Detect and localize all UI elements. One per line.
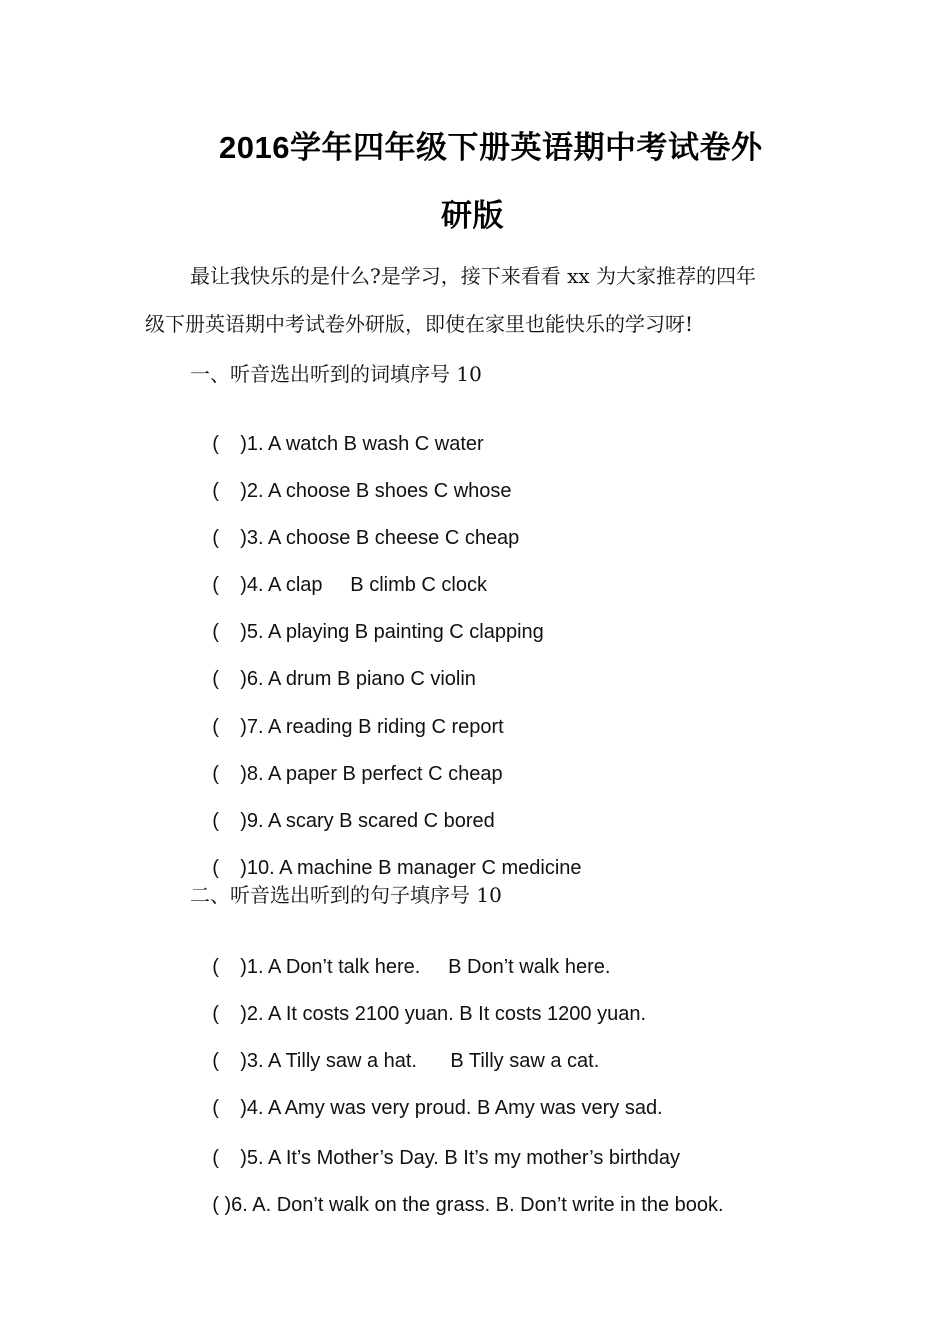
intro-paragraph-line2: 级下册英语期中考试卷外研版，即使在家里也能快乐的学习呀! xyxy=(145,312,694,336)
question-text: )9. A scary B scared C bored xyxy=(240,810,495,832)
answer-paren: ( xyxy=(212,574,219,596)
section1-item-8 xyxy=(190,735,503,785)
question-text: )1. A Don’t talk here. B Don’t walk here. xyxy=(240,956,611,978)
answer-paren: ( xyxy=(212,716,219,738)
section1-item-6 xyxy=(190,640,476,690)
section1-item-3 xyxy=(190,499,520,549)
answer-paren: ( xyxy=(212,810,219,832)
intro-paragraph-line1: 最让我快乐的是什么?是学习，接下来看看 xx 为大家推荐的四年 xyxy=(190,264,756,288)
question-text: )1. A watch B wash C water xyxy=(240,433,484,455)
question-text: )4. A Amy was very proud. B Amy was very sad. xyxy=(240,1097,663,1119)
document-title-line1: 2016学年四年级下册英语期中考试卷外 xyxy=(219,130,763,165)
answer-paren: ( xyxy=(212,433,219,455)
question-text: )2. A It costs 2100 yuan. B It costs 1200 yuan. xyxy=(240,1003,647,1025)
answer-paren: ( xyxy=(212,1050,219,1072)
section2-item-6 xyxy=(190,1166,724,1216)
answer-paren: ( xyxy=(212,763,219,785)
section1-item-2 xyxy=(190,452,512,502)
question-text: )6. A drum B piano C violin xyxy=(240,668,476,690)
section2-item-2 xyxy=(190,975,647,1025)
section1-item-4 xyxy=(190,546,487,596)
section2-item-5 xyxy=(190,1119,681,1169)
question-text: )8. A paper B perfect C cheap xyxy=(240,763,503,785)
section1-item-7 xyxy=(190,688,504,738)
answer-paren: ( xyxy=(212,621,219,643)
question-text: )4. A clap B climb C clock xyxy=(240,574,487,596)
answer-paren: ( xyxy=(212,668,219,690)
section1-item-1 xyxy=(190,405,484,455)
question-text: )5. A playing B painting C clapping xyxy=(240,621,544,643)
section2-item-4 xyxy=(190,1069,663,1119)
question-text: )3. A Tilly saw a hat. B Tilly saw a cat. xyxy=(240,1050,600,1072)
question-text: )10. A machine B manager C medicine xyxy=(240,857,582,879)
question-text: )2. A choose B shoes C whose xyxy=(240,480,512,502)
section1-heading: 一、听音选出听到的词填序号 10 xyxy=(190,362,482,386)
answer-paren: ( xyxy=(212,1194,225,1216)
question-text: )5. A It’s Mother’s Day. B It’s my mother’s birthday xyxy=(240,1147,681,1169)
answer-paren: ( xyxy=(212,527,219,549)
section1-item-10 xyxy=(190,829,582,879)
question-text: )6. A. Don’t walk on the grass. B. Don’t write in the book. xyxy=(224,1194,724,1216)
document-title-line2: 研版 xyxy=(441,198,504,233)
question-text: )7. A reading B riding C report xyxy=(240,716,504,738)
answer-paren: ( xyxy=(212,956,219,978)
section1-item-9 xyxy=(190,782,495,832)
answer-paren: ( xyxy=(212,1147,219,1169)
answer-paren: ( xyxy=(212,857,219,879)
answer-paren: ( xyxy=(212,1097,219,1119)
section2-item-3 xyxy=(190,1022,600,1072)
answer-paren: ( xyxy=(212,1003,219,1025)
question-text: )3. A choose B cheese C cheap xyxy=(240,527,520,549)
section2-heading: 二、听音选出听到的句子填序号 10 xyxy=(190,883,502,907)
section1-item-5 xyxy=(190,593,544,643)
section2-item-1 xyxy=(190,928,611,978)
answer-paren: ( xyxy=(212,480,219,502)
